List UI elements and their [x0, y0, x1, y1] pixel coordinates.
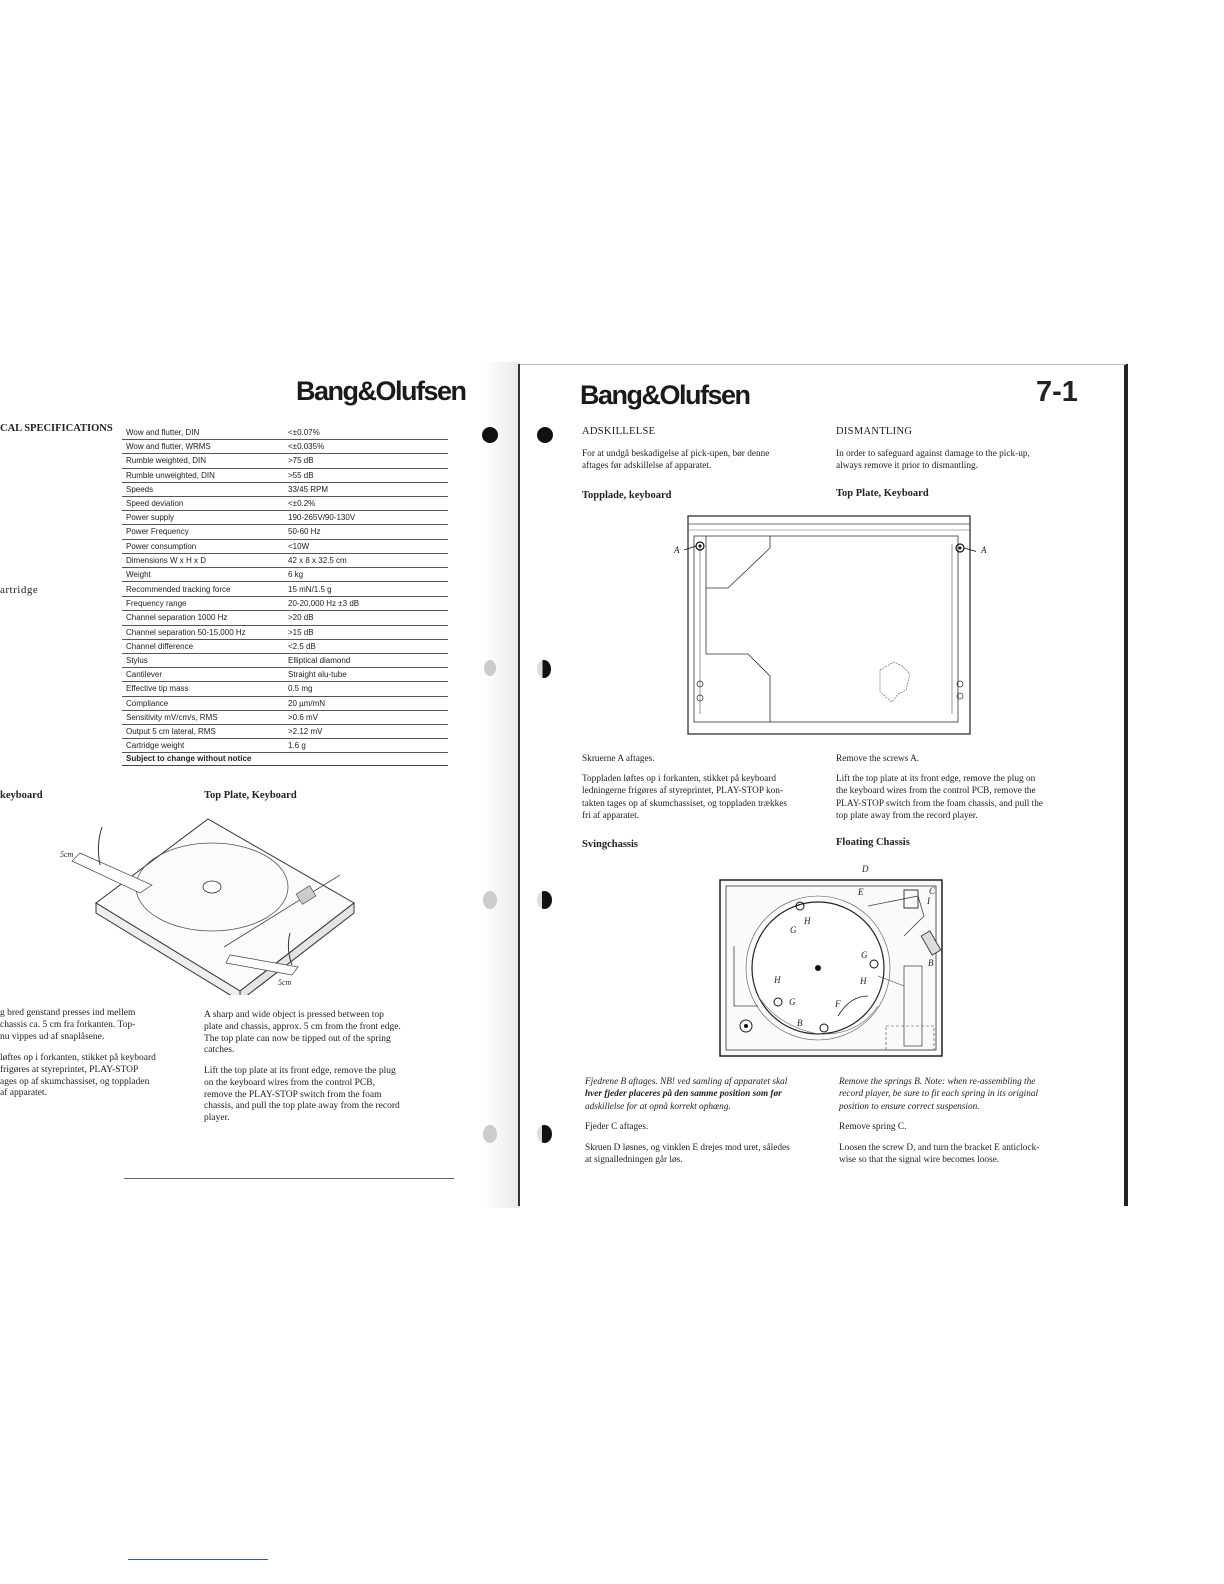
cartridge-row [122, 639, 448, 653]
fig2-label-e: E [858, 887, 864, 897]
cartridge-value: Straight alu-tube [284, 668, 448, 682]
intro-en: In order to safeguard against damage to the pick-up, always remove it prior to dismantling. [836, 449, 1030, 472]
fig2-label-g-top: G [790, 925, 797, 935]
dismantling-heading: DISMANTLING [836, 426, 913, 437]
screw-d-en: Loosen the screw D, and turn the bracket E anticlock- wise so that the signal wire becomes loose. [839, 1143, 1040, 1166]
punch-hole-1b [537, 427, 553, 443]
fig2-label-c: C [929, 886, 936, 896]
cartridge-row [122, 583, 448, 597]
spec-label: Rumble unweighted, DIN [122, 468, 284, 482]
spring-c-en: Remove spring C. [839, 1122, 907, 1132]
left-da-paragraph-1: g bred genstand presses ind mellem chassis ca. 5 cm fra forkanten. Top- nu vippes ud af snaplåsene. [0, 1008, 136, 1042]
notice-rule [122, 765, 448, 766]
floating-chassis-heading: Floating Chassis [836, 837, 910, 848]
svingchassis-heading: Svingchassis [582, 839, 639, 850]
cartridge-row [122, 696, 448, 710]
left-da-paragraph-2: løftes op i forkanten, stikket på keyboard frigøres at styreprintet, PLAY-STOP ages op af skumchassiset, og toppladen af apparatet. [0, 1053, 156, 1099]
spec-row [122, 496, 448, 510]
cartridge-label: Sensitivity mV/cm/s, RMS [122, 710, 284, 724]
spec-row [122, 511, 448, 525]
punch-hole-4b [537, 1125, 552, 1143]
left-en-paragraph-1: A sharp and wide object is pressed between top plate and chassis, approx. 5 cm from the front edge. The top plate can now be tipped out of the spring catches. [204, 1010, 401, 1056]
topplate-heading: Top Plate, Keyboard [836, 488, 929, 499]
cartridge-value: >20 dB [284, 611, 448, 625]
keyboard-heading-en: Top Plate, Keyboard [204, 790, 297, 801]
cartridge-row [122, 625, 448, 639]
cartridge-label: Recommended tracking force [122, 583, 284, 597]
spec-value: 33/45 RPM [284, 482, 448, 496]
fig2-label-b-bottom: B [797, 1018, 803, 1028]
page-gutter-shadow [484, 362, 520, 1208]
spec-row [122, 482, 448, 496]
spec-label: Wow and flutter, WRMS [122, 440, 284, 454]
cartridge-value: 15 mN/1.5 g [284, 583, 448, 597]
cartridge-row [122, 724, 448, 738]
left-en-paragraph-2: Lift the top plate at its front edge, remove the plug on the keyboard wires from the control PCB, remove the PLAY-STOP switch from the foam chassis, and pull the top plate away from the record player. [204, 1066, 400, 1124]
cartridge-label: Frequency range [122, 597, 284, 611]
lift-en: Lift the top plate at its front edge, remove the plug on the keyboard wires from the control PCB, remove the PLAY-STOP switch from the foam chassis, and pull the top plate away from the record player. [836, 774, 1044, 822]
cartridge-value: 1.6 g [284, 739, 448, 753]
adskillelse-heading: ADSKILLELSE [582, 426, 656, 437]
notice-text: Subject to change without notice [126, 754, 252, 763]
fig-label-5cm-bottom: 5cm [278, 978, 292, 987]
cartridge-row [122, 739, 448, 753]
fig2-label-g-left: G [789, 997, 796, 1007]
fig2-label-h-top: H [804, 916, 811, 926]
left-logo: Bang&Olufsen [296, 376, 466, 406]
cartridge-value: 20-20,000 Hz ±3 dB [284, 597, 448, 611]
spec-label: Power supply [122, 511, 284, 525]
cartridge-value: <2.5 dB [284, 639, 448, 653]
left-bottom-rule [124, 1178, 454, 1179]
cartridge-label: Channel separation 50-15,000 Hz [122, 625, 284, 639]
keyboard-heading-da: keyboard [0, 790, 43, 801]
spec-row [122, 567, 448, 581]
spec-row [122, 468, 448, 482]
springs-da: Fjedrene B aftages. NB! ved samling af apparatet skal hver fjeder placeres på den samme position som før adskillelse for at opnå korrekt ophæng. [585, 1077, 788, 1112]
cartridge-row [122, 668, 448, 682]
cartridge-value: >2.12 mV [284, 724, 448, 738]
cartridge-row [122, 682, 448, 696]
cartridge-label: Channel difference [122, 639, 284, 653]
cartridge-value: >0.6 mV [284, 710, 448, 724]
footnote-rule [128, 1559, 268, 1560]
spec-value: >55 dB [284, 468, 448, 482]
spec-value: <10W [284, 539, 448, 553]
spec-label: Rumble weighted, DIN [122, 454, 284, 468]
spec-row [122, 553, 448, 567]
spec-value: <±0.07% [284, 426, 448, 440]
punch-hole-1a [482, 427, 498, 443]
topplate-diagram [666, 514, 976, 736]
fig2-label-h-left: H [774, 975, 781, 985]
spec-value: 42 x 8 x 32.5 cm [284, 553, 448, 567]
cartridge-label: Effective tip mass [122, 682, 284, 696]
specifications-table [122, 426, 448, 582]
cartridge-row [122, 597, 448, 611]
page-number: 7-1 [1036, 376, 1078, 408]
fig-label-5cm-top: 5cm [60, 850, 74, 859]
punch-hole-3b [537, 891, 552, 909]
cartridge-label: Output 5 cm lateral, RMS [122, 724, 284, 738]
turntable-figure [40, 815, 360, 995]
punch-hole-2a [484, 660, 496, 676]
lift-da: Toppladen løftes op i forkanten, stikket på keyboard ledningerne frigøres af styreprintet, PLAY-STOP kon- takten tages op af skumchassiset, og toppladen trækkes fri af apparatet. [582, 774, 788, 822]
spec-label: Dimensions W x H x D [122, 553, 284, 567]
spec-label: Speeds [122, 482, 284, 496]
screws-da: Skruerne A aftages. [582, 754, 655, 764]
cartridge-label: Compliance [122, 696, 284, 710]
fig1-label-a-left: A [674, 545, 680, 555]
cartridge-row [122, 653, 448, 667]
fig2-label-g-right: G [861, 950, 868, 960]
cartridge-value: >15 dB [284, 625, 448, 639]
screws-en: Remove the screws A. [836, 754, 920, 764]
floating-chassis-diagram [718, 876, 946, 1060]
fig2-label-b-right: B [928, 958, 934, 968]
cartridge-value: 0.5 mg [284, 682, 448, 696]
spec-row [122, 426, 448, 440]
cartridge-row [122, 611, 448, 625]
spec-value: 6 kg [284, 567, 448, 581]
spec-row [122, 525, 448, 539]
fig2-label-h-right: H [860, 976, 867, 986]
cartridge-value: Elliptical diamond [284, 653, 448, 667]
fig2-label-d: D [862, 864, 869, 874]
spec-label: Speed deviation [122, 496, 284, 510]
cartridge-label: Channel separation 1000 Hz [122, 611, 284, 625]
spec-row [122, 440, 448, 454]
right-page-top-edge [520, 364, 1126, 365]
cartridge-label: Stylus [122, 653, 284, 667]
spec-value: 190-265V/90-130V [284, 511, 448, 525]
springs-en: Remove the springs B. Note: when re-assembling the record player, be sure to fit each spring in its original position to ensure correct suspension. [839, 1077, 1039, 1112]
spec-label: Wow and flutter, DIN [122, 426, 284, 440]
cartridge-table [122, 583, 448, 753]
cartridge-value: 20 µm/mN [284, 696, 448, 710]
punch-hole-2b [537, 660, 551, 678]
cartridge-heading: artridge [0, 584, 39, 596]
cartridge-label: Cantilever [122, 668, 284, 682]
spec-value: <±0.035% [284, 440, 448, 454]
spec-value: >75 dB [284, 454, 448, 468]
spec-value: <±0.2% [284, 496, 448, 510]
punch-hole-4a [483, 1125, 497, 1143]
right-page-right-edge [1124, 364, 1128, 1206]
right-page-left-edge [518, 364, 520, 1206]
spec-row [122, 454, 448, 468]
spec-row [122, 539, 448, 553]
spring-c-da: Fjeder C aftages. [585, 1122, 649, 1132]
screw-d-da: Skruen D løsnes, og vinklen E drejes mod uret, således at signalledningen går løs. [585, 1143, 790, 1166]
topplade-heading: Topplade, keyboard [582, 490, 672, 501]
spec-value: 50-60 Hz [284, 525, 448, 539]
spec-label: Power consumption [122, 539, 284, 553]
punch-hole-3a [483, 891, 497, 909]
spec-label: Power Frequency [122, 525, 284, 539]
cartridge-row [122, 710, 448, 724]
cartridge-label: Cartridge weight [122, 739, 284, 753]
fig1-label-a-right: A [981, 545, 987, 555]
right-logo: Bang&Olufsen [580, 380, 750, 410]
spec-label: Weight [122, 567, 284, 581]
intro-da: For at undgå beskadigelse af pick-upen, bør denne aftages før adskillelse af apparatet. [582, 449, 770, 472]
fig2-label-i: I [927, 896, 930, 906]
fig2-label-f: F [835, 999, 841, 1009]
specifications-heading: CAL SPECIFICATIONS [0, 423, 113, 434]
